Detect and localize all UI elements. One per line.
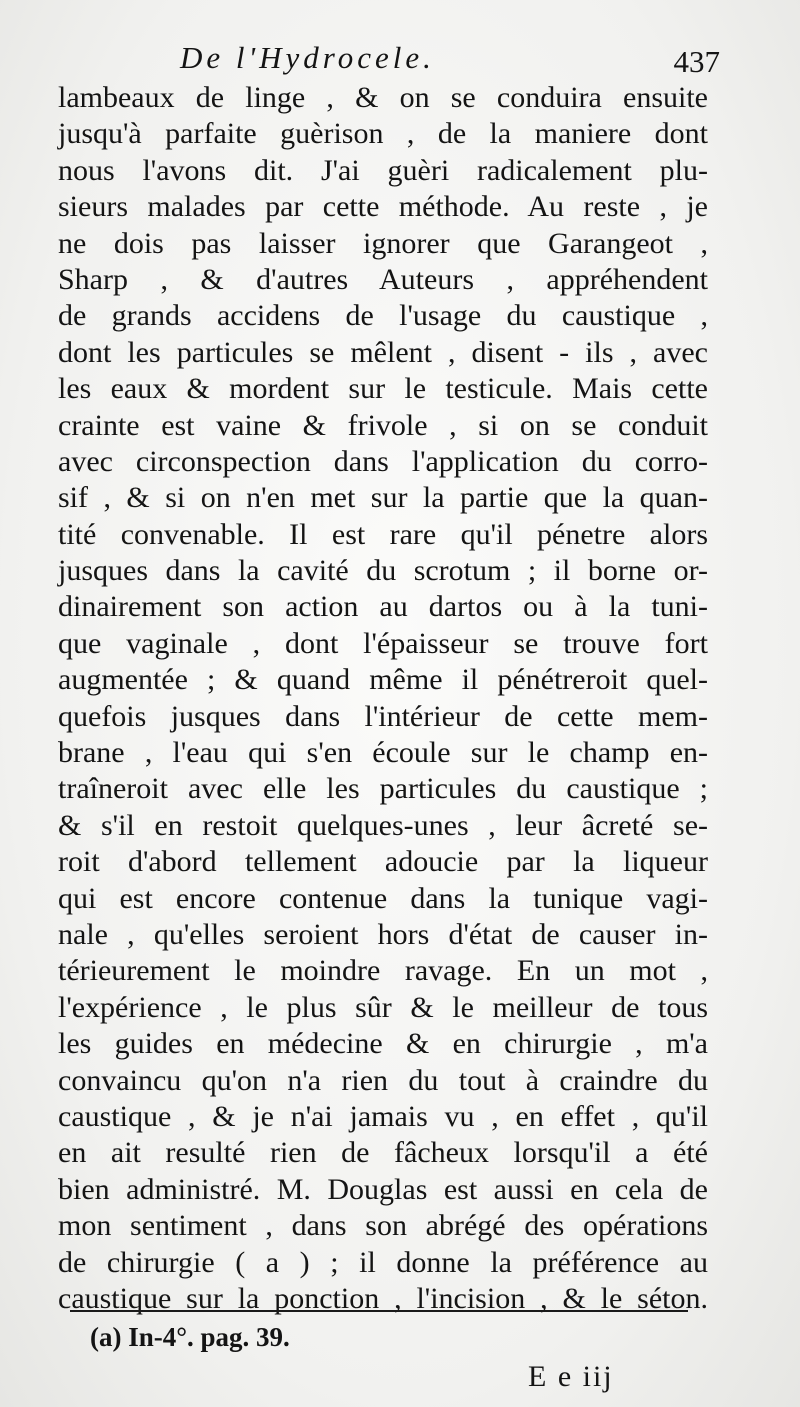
page-number: 437 — [673, 44, 720, 79]
footnote: (a) In-4°. pag. 39. — [90, 1322, 290, 1352]
text-line: les guides en médecine & en chirurgie , m'a — [58, 1027, 708, 1061]
text-line: de chirurgie ( a ) ; il donne la préférence au — [58, 1245, 708, 1279]
text-line: nous l'avons dit. J'ai guèri radicalement plu- — [58, 153, 708, 187]
text-line: lambeaux de linge , & on se conduira ensuite — [58, 81, 708, 114]
text-line: que vaginale , dont l'épaisseur se trouve fort — [58, 626, 708, 660]
text-line: térieurement le moindre ravage. En un mot , — [58, 954, 708, 988]
text-line: quefois jusques dans l'intérieur de cette mem- — [58, 699, 708, 733]
text-line: dont les particules se mêlent , disent - ils , avec — [58, 335, 708, 369]
running-title: De l'Hydrocele. — [180, 40, 435, 75]
text-line: en ait resulté rien de fâcheux lorsqu'il a été — [58, 1136, 708, 1170]
page-header — [180, 40, 720, 80]
text-line: roit d'abord tellement adoucie par la liqueur — [58, 845, 708, 879]
text-line: caustique sur la ponction , l'incision , & le séton. — [58, 1281, 708, 1315]
text-line: Sharp , & d'autres Auteurs , appréhendent — [58, 262, 708, 296]
text-line: sieurs malades par cette méthode. Au reste , je — [58, 190, 708, 224]
signature-mark: E e iij — [528, 1360, 614, 1393]
text-line: nale , qu'elles seroient hors d'état de causer in- — [58, 917, 708, 951]
text-line: brane , l'eau qui s'en écoule sur le champ en- — [58, 736, 708, 770]
text-line: crainte est vaine & frivole , si on se conduit — [58, 408, 708, 442]
footnote-rule — [70, 1310, 688, 1312]
text-line: & s'il en restoit quelques-unes , leur âcreté se- — [58, 808, 708, 842]
text-line: sif , & si on n'en met sur la partie que la quan- — [58, 481, 708, 515]
text-line: bien administré. M. Douglas est aussi en cela de — [58, 1172, 708, 1206]
text-line: avec circonspection dans l'application du corro- — [58, 444, 708, 478]
text-line: caustique , & je n'ai jamais vu , en effet , qu'il — [58, 1099, 708, 1133]
text-line: de grands accidens de l'usage du caustique , — [58, 299, 708, 333]
text-line: tité convenable. Il est rare qu'il pénetre alors — [58, 517, 708, 551]
text-line: mon sentiment , dans son abrégé des opérations — [58, 1209, 708, 1243]
text-line: convaincu qu'on n'a rien du tout à craindre du — [58, 1063, 708, 1097]
text-line: jusqu'à parfaite guèrison , de la maniere dont — [58, 117, 708, 151]
text-line: ne dois pas laisser ignorer que Garangeot , — [58, 226, 708, 260]
text-line: jusques dans la cavité du scrotum ; il borne or- — [58, 554, 708, 588]
text-line: traîneroit avec elle les particules du caustique ; — [58, 772, 708, 806]
text-line: qui est encore contenue dans la tunique vagi- — [58, 881, 708, 915]
text-line: dinairement son action au dartos ou à la tuni- — [58, 590, 708, 624]
text-line: l'expérience , le plus sûr & le meilleur de tous — [58, 990, 708, 1024]
text-line: les eaux & mordent sur le testicule. Mais cette — [58, 372, 708, 406]
text-line: augmentée ; & quand même il pénétreroit quel- — [58, 663, 708, 697]
body-text — [58, 80, 708, 1317]
